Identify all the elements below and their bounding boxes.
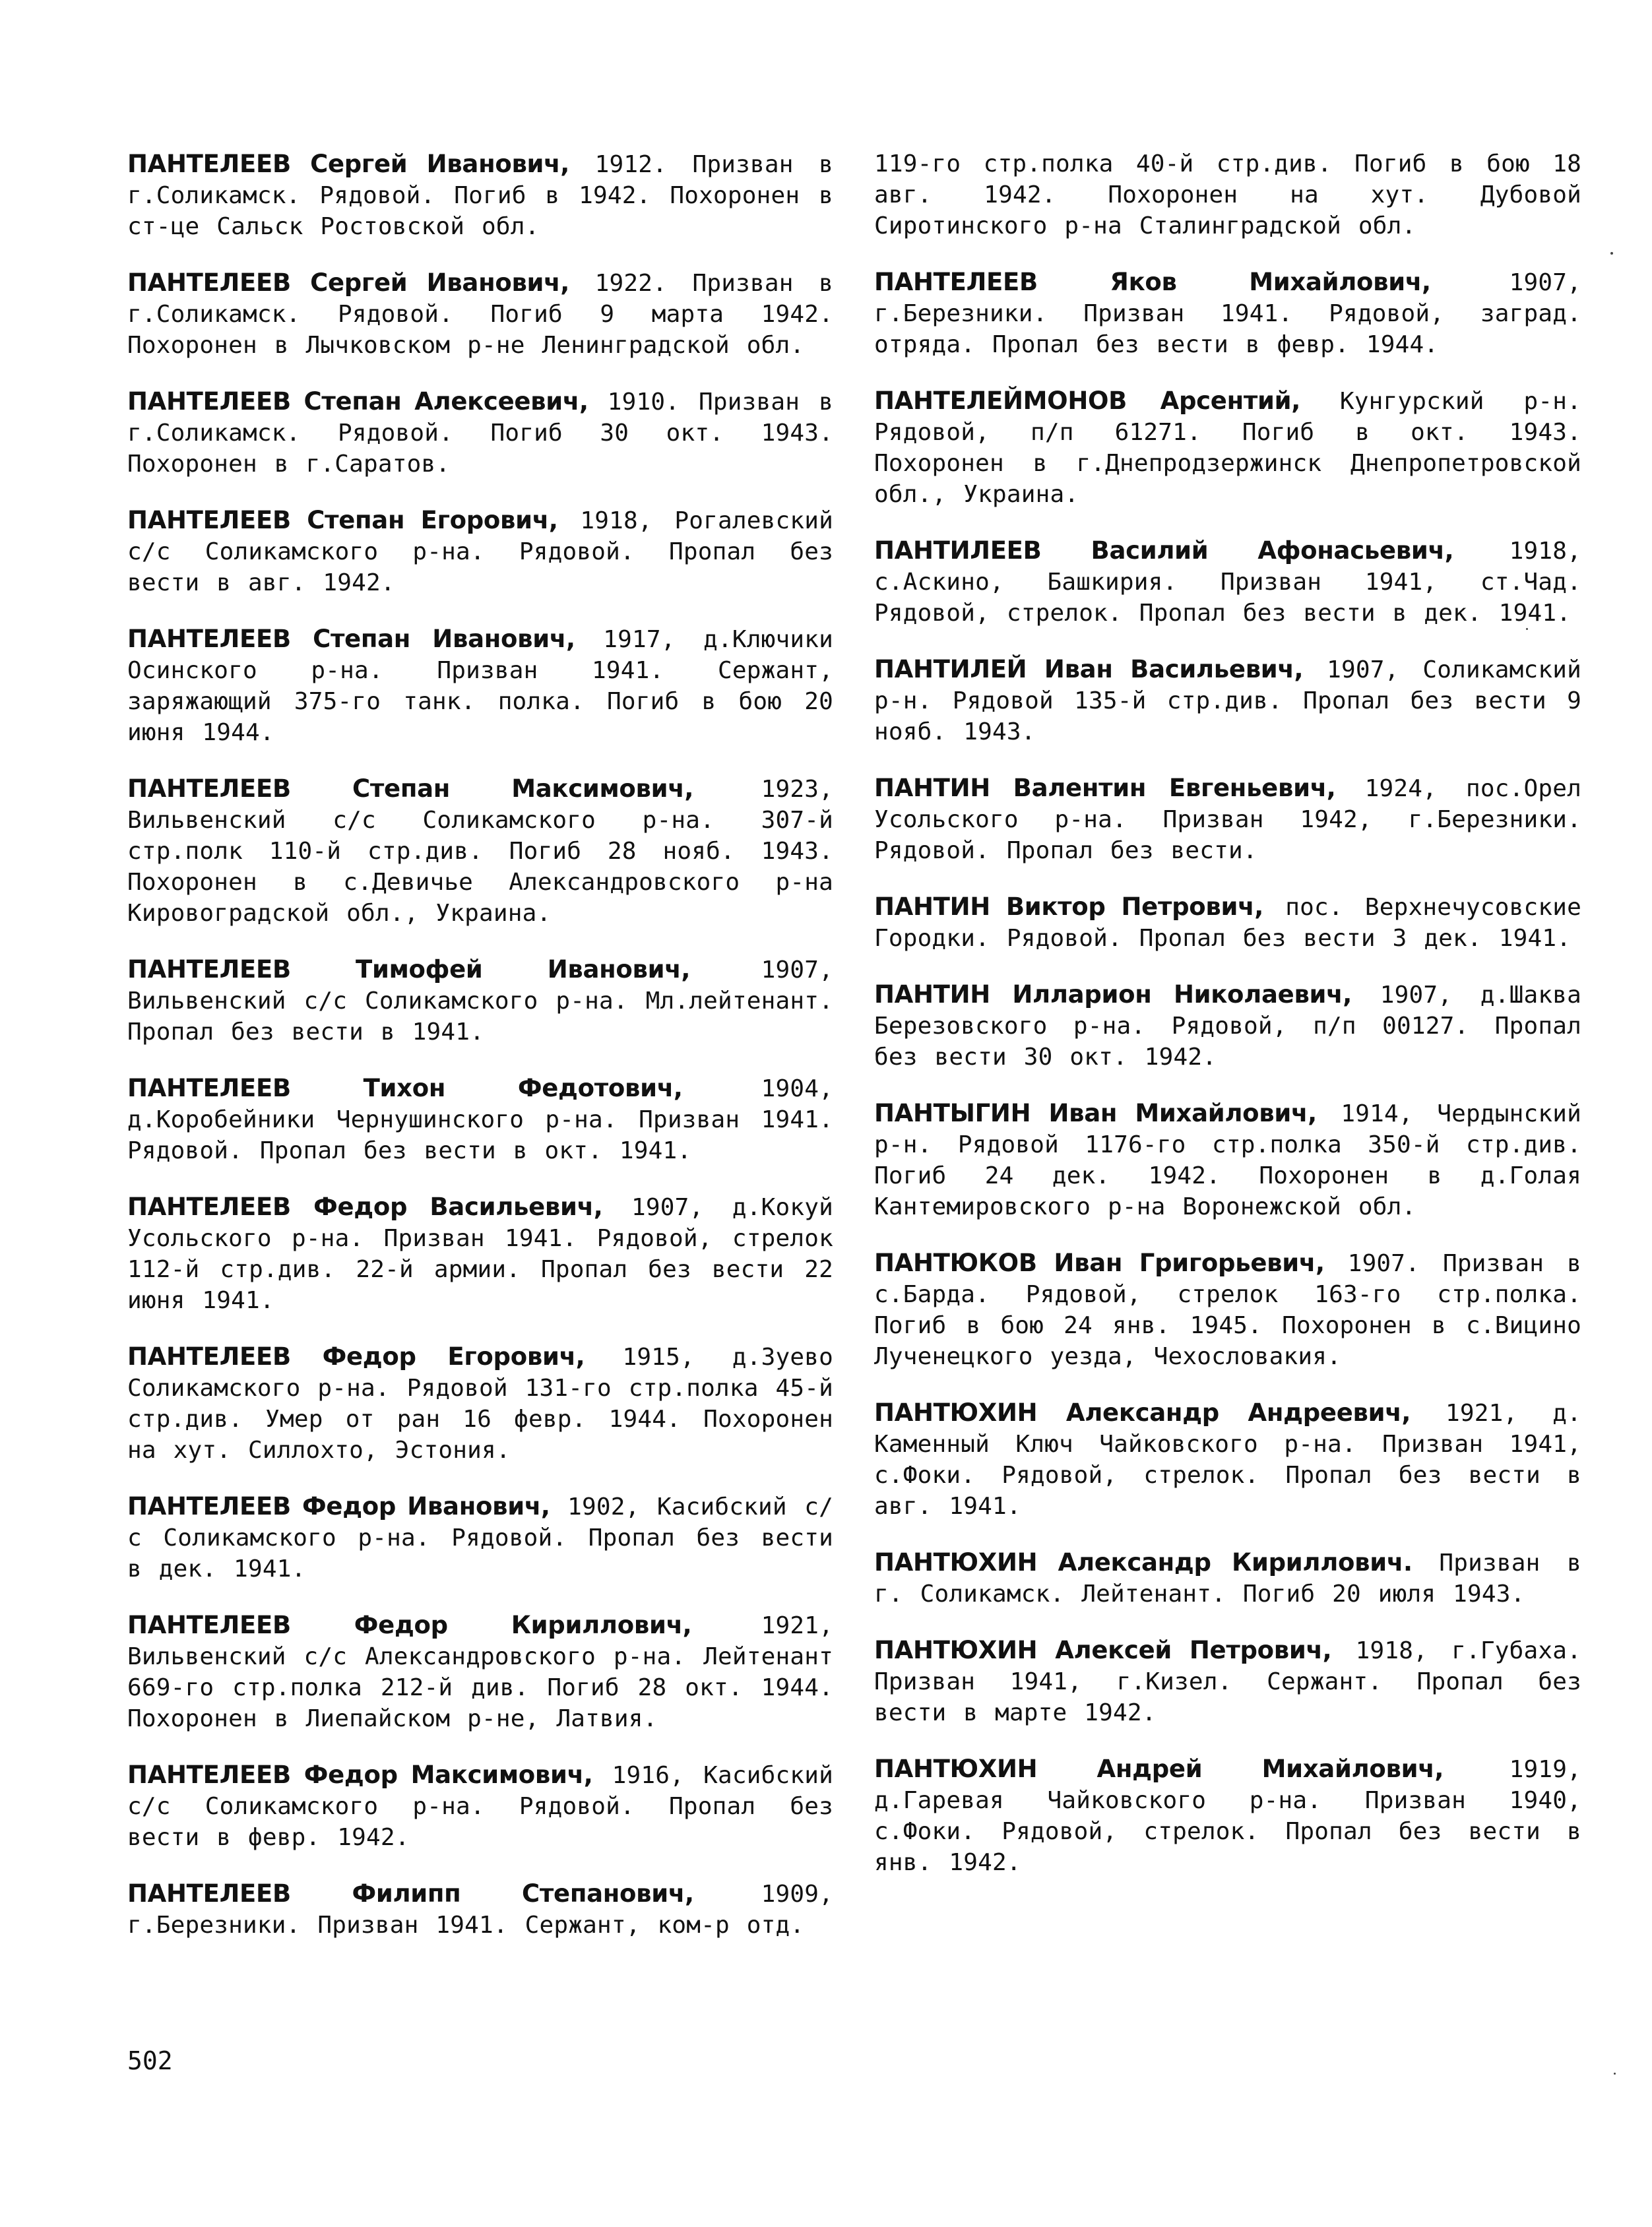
- scan-speck: [1526, 628, 1528, 630]
- entry-name: ПАНТИЛЕЕВ Василий Афонасьевич,: [874, 536, 1454, 565]
- entry-name: ПАНТЕЛЕЕВ Степан Алексеевич,: [127, 387, 588, 416]
- entry-name: ПАНТИН Валентин Евгеньевич,: [874, 774, 1336, 802]
- entry-text: 1907, д.Шаква Березовского р-на. Рядовой, п/п 00127. Пропал без вести 30 окт. 1942.: [874, 982, 1582, 1071]
- entry-name: ПАНТЕЛЕЕВ Федор Иванович,: [127, 1492, 550, 1521]
- entry: [874, 772, 1581, 866]
- scan-speck: [1610, 252, 1613, 255]
- entry-text: 1916, Касибский с/с Соликамского р-на. Рядовой. Пропал без вести в февр. 1942.: [127, 1762, 833, 1851]
- entry-text: 1907. Призван в с.Барда. Рядовой, стрелок 163-го стр.полка. Погиб в бою 24 янв. 1945. Похоронен в с.Вицино Лученецкого уезда, Чехословакия.: [874, 1250, 1581, 1370]
- entry-name: ПАНТЮХИН Александр Андреевич,: [874, 1398, 1411, 1427]
- entry: [127, 1341, 833, 1466]
- entry-text: Призван в г. Соликамск. Лейтенант. Погиб 20 июля 1943.: [874, 1550, 1581, 1608]
- entry: [874, 267, 1581, 360]
- entry-name: ПАНТЕЛЕЕВ Тимофей Иванович,: [127, 955, 691, 984]
- entry: [127, 1191, 833, 1316]
- entry: [874, 1397, 1581, 1522]
- entry-text: 1902, Касибский с/с Соликамского р-на. Рядовой. Пропал без вести в дек. 1941.: [127, 1493, 833, 1583]
- entry-name: ПАНТЕЛЕЕВ Филипп Степанович,: [127, 1879, 694, 1908]
- entry: [127, 773, 833, 929]
- entry-name: ПАНТЫГИН Иван Михайлович,: [874, 1099, 1317, 1127]
- entry-name: ПАНТЕЛЕЕВ Степан Егорович,: [127, 506, 558, 534]
- entry-text: 1918, с.Аскино, Башкирия. Призван 1941, ст.Чад. Рядовой, стрелок. Пропал без вести в дек. 1941.: [874, 538, 1581, 627]
- entry-text: 1919, д.Гаревая Чайковского р-на. Призван 1940, с.Фоки. Рядовой, стрелок. Пропал без вести в янв. 1942.: [874, 1756, 1581, 1876]
- entry-name: ПАНТИЛЕЙ Иван Васильевич,: [874, 655, 1304, 683]
- entry-name: ПАНТЕЛЕЕВ Степан Максимович,: [127, 774, 694, 803]
- entry-text: 1907, Вильвенский с/с Соликамского р-на. Мл.лейтенант. Пропал без вести в 1941.: [127, 957, 833, 1046]
- entry-name: ПАНТИН Виктор Петрович,: [874, 893, 1264, 921]
- entry-name: ПАНТЕЛЕЕВ Федор Егорович,: [127, 1342, 585, 1371]
- left-column: [127, 148, 833, 1966]
- entry: [874, 654, 1581, 747]
- entry: [874, 1247, 1581, 1372]
- entry-text: 1910. Призван в г.Соликамск. Рядовой. Погиб 30 окт. 1943. Похоронен в г.Саратов.: [127, 389, 833, 478]
- entry-name: ПАНТЕЛЕЕВ Федор Максимович,: [127, 1761, 593, 1789]
- right-column: [874, 148, 1581, 1903]
- entry-text: 1918, Рогалевский с/с Соликамского р-на. Рядовой. Пропал без вести в авг. 1942.: [127, 507, 833, 596]
- entry: [127, 1491, 833, 1584]
- entry-text: 1914, Чердынский р-н. Рядовой 1176-го стр.полка 350-й стр.див. Погиб 24 дек. 1942. Похоронен в д.Голая Кантемировского р-на Воронежской обл.: [874, 1100, 1581, 1220]
- entry: [127, 267, 833, 361]
- entry-name: ПАНТЮКОВ Иван Григорьевич,: [874, 1249, 1325, 1277]
- entry: [874, 535, 1581, 629]
- entry-name: ПАНТЕЛЕЕВ Яков Михайлович,: [874, 268, 1431, 296]
- entry-text: 1924, пос.Орел Усольского р-на. Призван 1942, г.Березники. Рядовой. Пропал без вести.: [874, 775, 1581, 864]
- entry-name: ПАНТЕЛЕЕВ Степан Иванович,: [127, 625, 575, 653]
- entry: [127, 505, 833, 598]
- entry-name: ПАНТЕЛЕЕВ Сергей Иванович,: [127, 150, 570, 178]
- entry: [874, 1635, 1581, 1728]
- entry-text: пос. Верхнечусовские Городки. Рядовой. Пропал без вести 3 дек. 1941.: [874, 894, 1581, 952]
- entry-text: 1921, д. Каменный Ключ Чайковского р-на. Призван 1941, с.Фоки. Рядовой, стрелок. Пропал без вести в авг. 1941.: [874, 1400, 1581, 1520]
- entry: [127, 1073, 833, 1166]
- entry-text: 1907, д.Кокуй Усольского р-на. Призван 1941. Рядовой, стрелок 112-й стр.див. 22-й армии. Пропал без вести 22 июня 1941.: [127, 1194, 834, 1314]
- entry: [874, 891, 1581, 954]
- scan-speck: [1614, 2073, 1616, 2075]
- entry-continuation: 119-го стр.полка 40-й стр.див. Погиб в бою 18 авг. 1942. Похоронен на хут. Дубовой Сиротинского р-на Сталинградской обл.: [874, 150, 1581, 239]
- entry-text: 1907, г.Березники. Призван 1941. Рядовой, заград. отряда. Пропал без вести в февр. 1944.: [874, 269, 1581, 358]
- entry: [874, 385, 1581, 510]
- entry-text: 1922. Призван в г.Соликамск. Рядовой. Погиб 9 марта 1942. Похоронен в Лычковском р-не Ленинградской обл.: [127, 270, 833, 359]
- entry: [874, 1098, 1581, 1222]
- entry-text: 1917, д.Ключики Осинского р-на. Призван 1941. Сержант, заряжающий 375-го танк. полка. Погиб в бою 20 июня 1944.: [127, 626, 833, 746]
- entry-name: ПАНТЕЛЕЙМОНОВ Арсентий,: [874, 387, 1300, 415]
- entry-name: ПАНТЮХИН Андрей Михайлович,: [874, 1755, 1444, 1783]
- entry-name: ПАНТЕЛЕЕВ Тихон Федотович,: [127, 1074, 683, 1102]
- entry-text: 1909, г.Березники. Призван 1941. Сержант, ком-р отд.: [127, 1881, 833, 1939]
- entry: [127, 1610, 833, 1734]
- entry-name: ПАНТЕЛЕЕВ Сергей Иванович,: [127, 268, 570, 297]
- entry-name: ПАНТЕЛЕЕВ Федор Васильевич,: [127, 1193, 603, 1221]
- entry-name: ПАНТЮХИН Алексей Петрович,: [874, 1636, 1332, 1664]
- entry: [874, 979, 1581, 1073]
- entry-text: 1912. Призван в г.Соликамск. Рядовой. Погиб в 1942. Похоронен в ст-це Сальск Ростовской обл.: [127, 151, 833, 240]
- entry-name: ПАНТЕЛЕЕВ Федор Кириллович,: [127, 1611, 692, 1639]
- entry-text: Кунгурский р-н. Рядовой, п/п 61271. Погиб в окт. 1943. Похоронен в г.Днепродзержинск Днепропетровской обл., Украина.: [874, 388, 1581, 508]
- entry: [874, 1753, 1581, 1878]
- entry-name: ПАНТЮХИН Александр Кириллович.: [874, 1548, 1413, 1577]
- entry-text: 1915, д.Зуево Соликамского р-на. Рядовой 131-го стр.полка 45-й стр.див. Умер от ран 16 февр. 1944. Похоронен на хут. Силлохто, Эстония.: [127, 1344, 833, 1464]
- entry-text: 1921, Вильвенский с/с Александровского р-на. Лейтенант 669-го стр.полка 212-й див. Погиб 28 окт. 1944. Похоронен в Лиепайском р-не, Латвия.: [127, 1612, 833, 1732]
- entry: [127, 623, 833, 748]
- entry: [127, 954, 833, 1048]
- entry-text: 1923, Вильвенский с/с Соликамского р-на. 307-й стр.полк 110-й стр.див. Погиб 28 нояб. 1943. Похоронен в с.Девичье Александровского р-на Кировоградской обл., Украина.: [127, 776, 833, 927]
- entry-text: 1904, д.Коробейники Чернушинского р-на. Призван 1941. Рядовой. Пропал без вести в окт. 1941.: [127, 1075, 833, 1164]
- entry-name: ПАНТИН Илларион Николаевич,: [874, 980, 1352, 1009]
- entry: [874, 1547, 1581, 1610]
- entry: [127, 148, 833, 242]
- page-number: 502: [127, 2046, 173, 2075]
- entry: [127, 386, 833, 480]
- entry: [127, 1759, 833, 1853]
- entry-text: 1907, Соликамский р-н. Рядовой 135-й стр.див. Пропал без вести 9 нояб. 1943.: [874, 656, 1581, 745]
- entry: [127, 1878, 833, 1941]
- entry-text: 1918, г.Губаха. Призван 1941, г.Кизел. Сержант. Пропал без вести в марте 1942.: [874, 1637, 1581, 1726]
